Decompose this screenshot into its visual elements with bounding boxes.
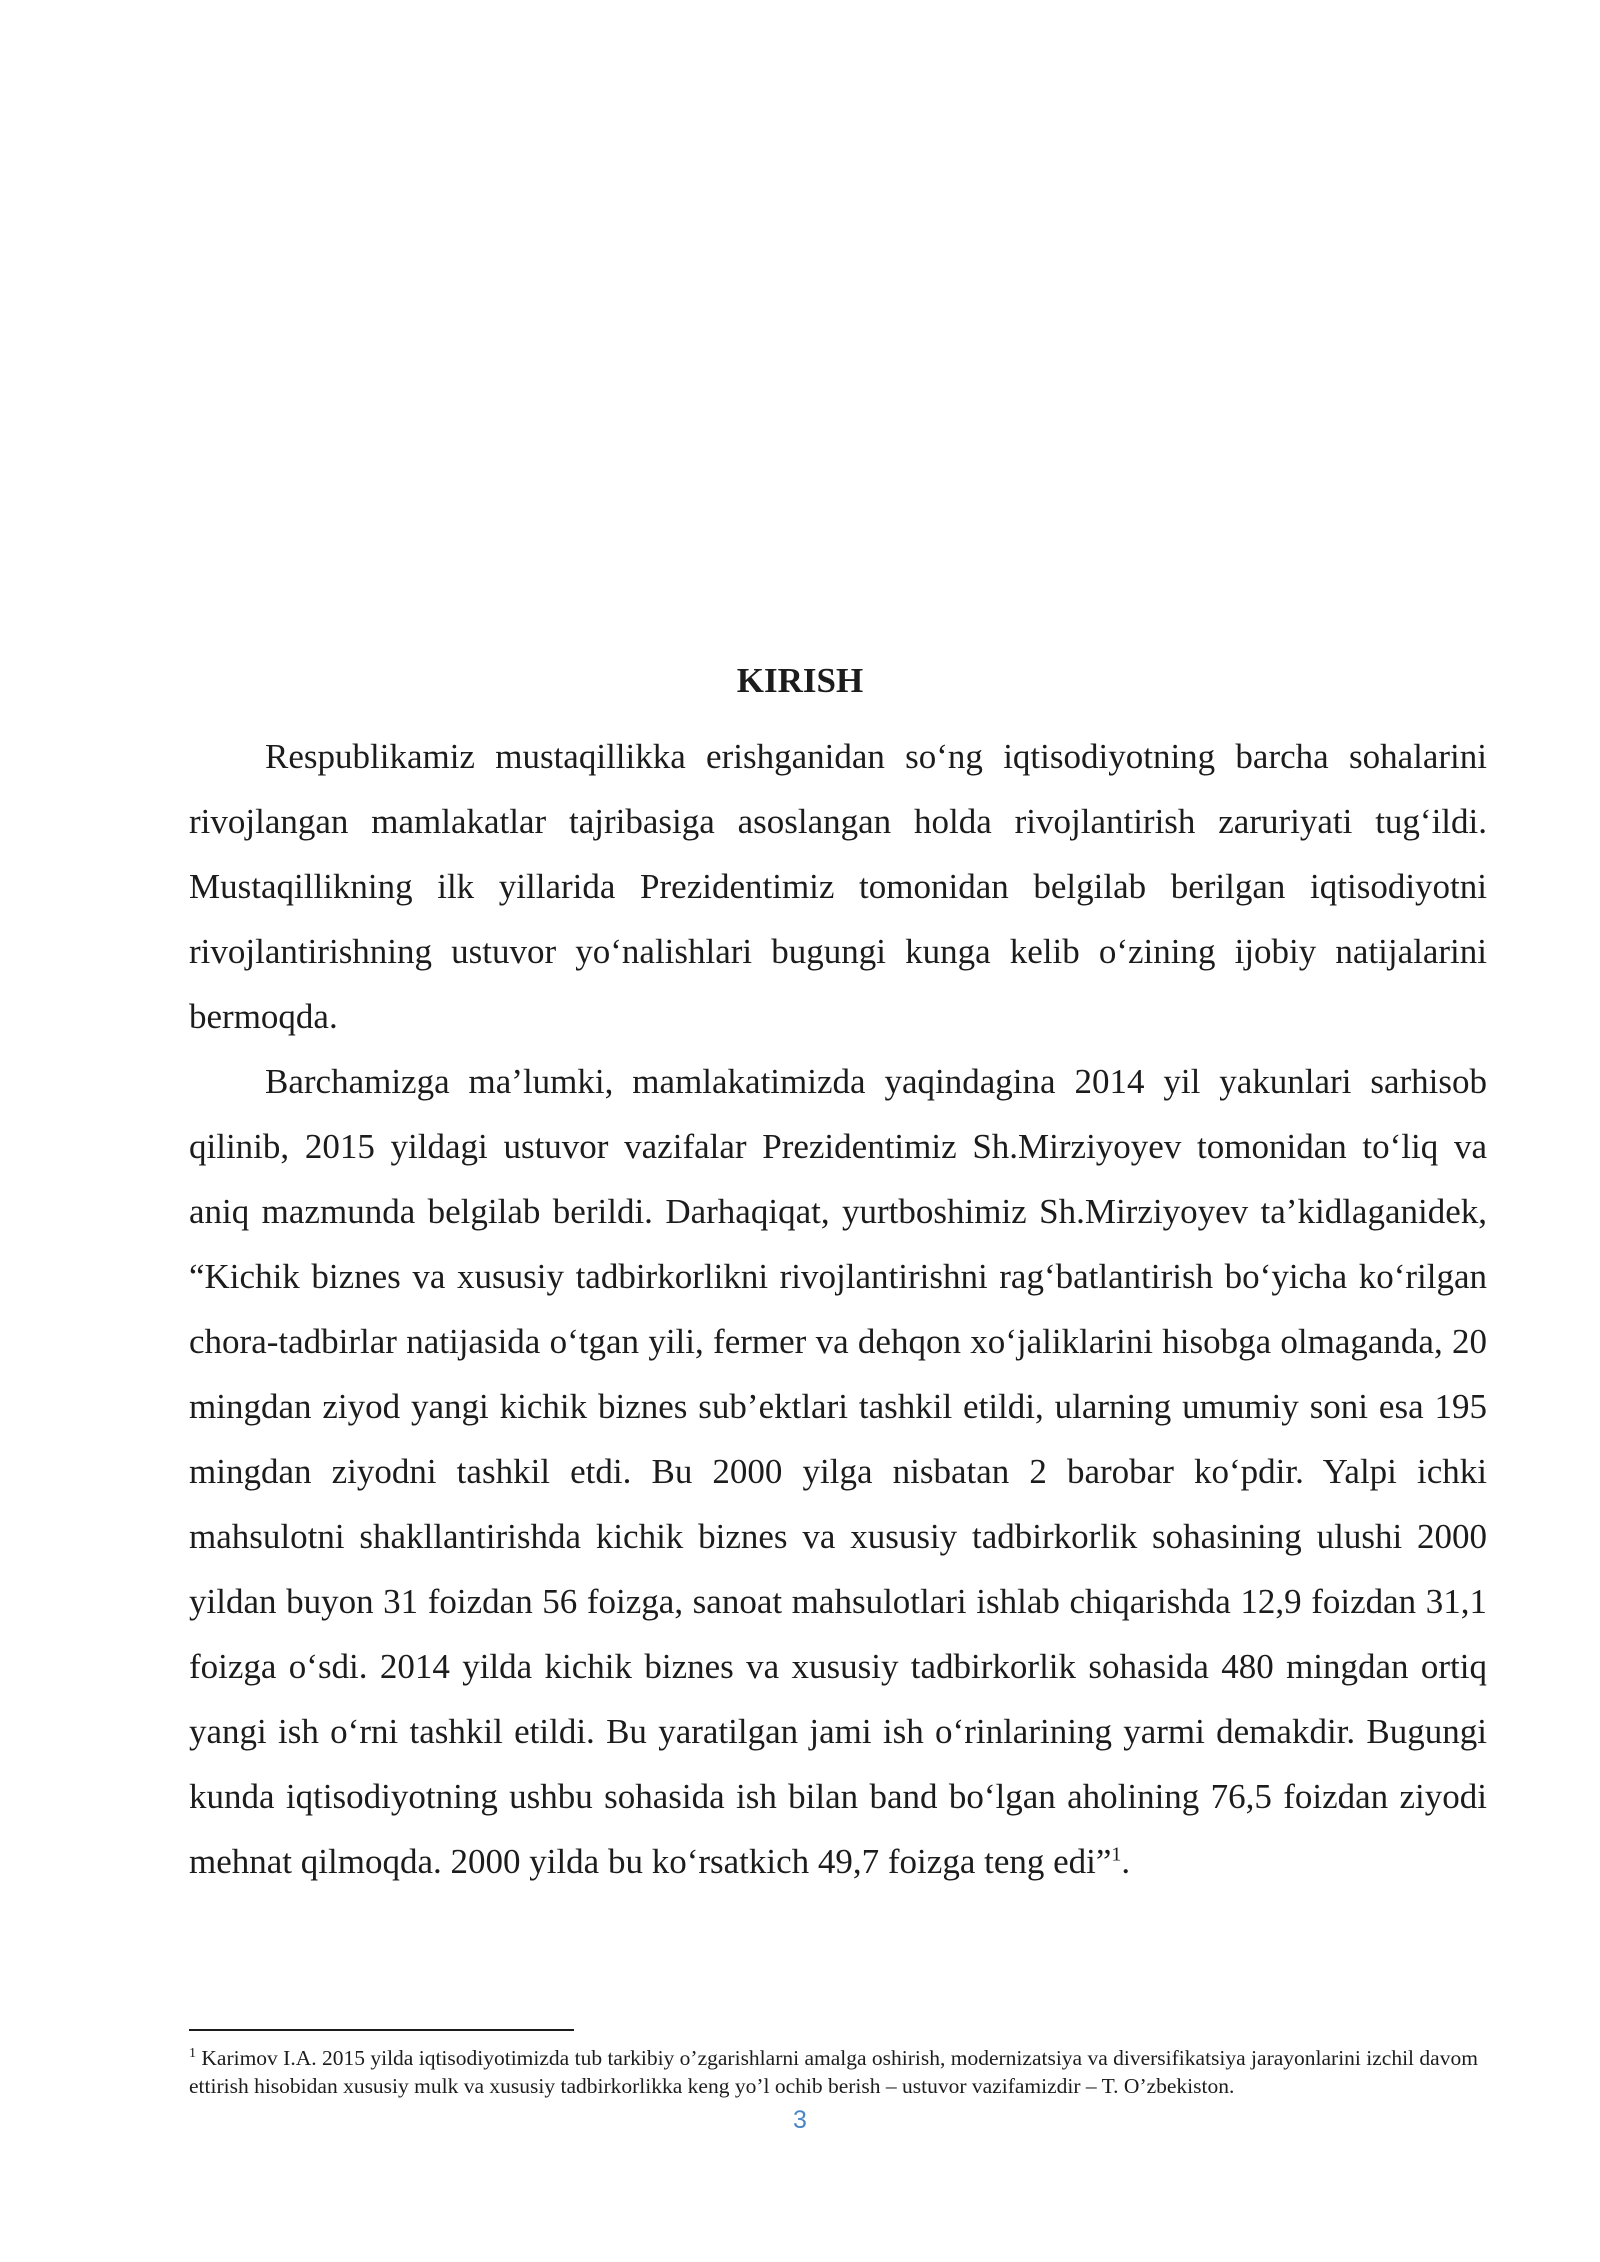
section-heading: KIRISH: [736, 661, 864, 700]
paragraph-intro: [189, 724, 1487, 1049]
paragraph-quote: [189, 1049, 1487, 1894]
page-number: 3: [793, 2106, 807, 2134]
footnote-text: Karimov I.A. 2015 yilda iqtisodiyotimizda tub tarkibiy o’zgarishlarni amalga oshirish, modernizatsiya va diversifikatsiya jarayonlarini izchil davom ettirish hisobidan xususiy mulk va xususiy tadbirkorlikka keng yo’l ochib berish – ustuvor vazifamizdir – T. O’zbekiston.: [189, 2046, 1478, 2098]
paragraph-quote-end: .: [1121, 1842, 1131, 1881]
paragraph-quote-text: Barchamizga ma’lumki, mamlakatimizda yaqindagina 2014 yil yakunlari sarhisob qilinib, 2015 yildagi ustuvor vazifalar Prezidentimiz Sh.Mirziyoyev tomonidan to‘liq va aniq mazmunda belgilab berildi. Darhaqiqat, yurtboshimiz Sh.Mirziyoyev ta’kidlaganidek, “Kichik biznes va xususiy tadbirkorlikni rivojlantirishni rag‘batlantirish bo‘yicha ko‘rilgan chora-tadbirlar natijasida o‘tgan yili, fermer va dehqon xo‘jaliklarini hisobga olmaganda, 20 mingdan ziyod yangi kichik biznes sub’ektlari tashkil etildi, ularning umumiy soni esa 195 mingdan ziyodni tashkil etdi. Bu 2000 yilga nisbatan 2 barobar ko‘pdir. Yalpi ichki mahsulotni shakllantirishda kichik biznes va xususiy tadbirkorlik sohasining ulushi 2000 yildan buyon 31 foizdan 56 foizga, sanoat mahsulotlari ishlab chiqarishda 12,9 foizdan 31,1 foizga o‘sdi. 2014 yilda kichik biznes va xususiy tadbirkorlik sohasida 480 mingdan ortiq yangi ish o‘rni tashkil etildi. Bu yaratilgan jami ish o‘rinlarining yarmi demakdir. Bugungi kunda iqtisodiyotning ushbu sohasida ish bilan band bo‘lgan aholining 76,5 foizdan ziyodi mehnat qilmoqda. 2000 yilda bu ko‘rsatkich 49,7 foizga teng edi”: [189, 1062, 1487, 1881]
footnote-marker: 1: [189, 2045, 196, 2061]
footnote: [189, 2044, 1509, 2100]
footnote-separator: [189, 2029, 574, 2031]
footnote-reference[interactable]: 1: [1111, 1843, 1122, 1866]
paragraph-intro-text: Respublikamiz mustaqillikka erishganidan so‘ng iqtisodiyotning barcha sohalarini rivojlangan mamlakatlar tajribasiga asoslangan holda rivojlantirish zaruriyati tug‘ildi. Mustaqillikning ilk yillarida Prezidentimiz tomonidan belgilab berilgan iqtisodiyotni rivojlantirishning ustuvor yo‘nalishlari bugungi kunga kelib o‘zining ijobiy natijalarini bermoqda.: [189, 737, 1487, 1036]
body-text: [189, 724, 1487, 1894]
